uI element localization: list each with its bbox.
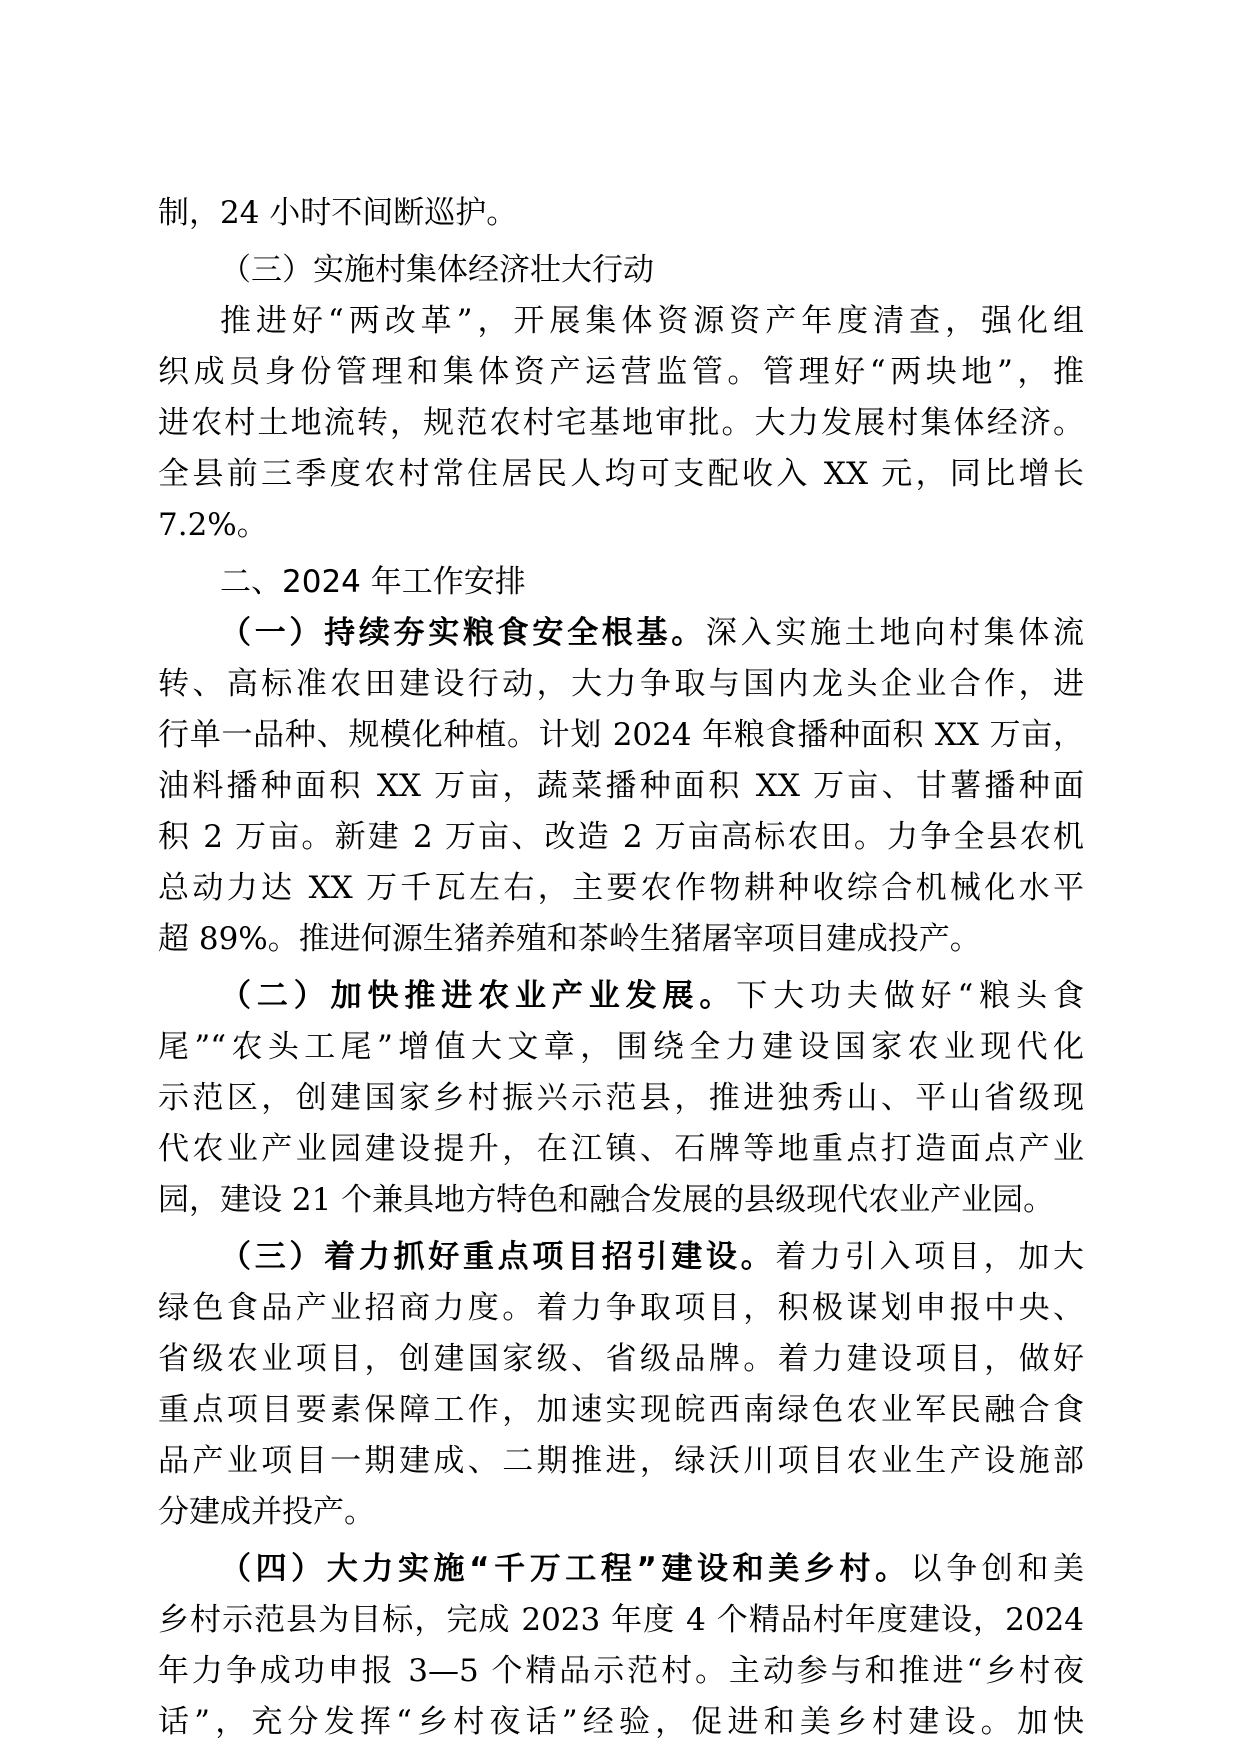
item-text: 以争创和美 bbox=[910, 1551, 1084, 1587]
paragraph-collective-economy bbox=[158, 296, 1084, 551]
paragraph-line: 积 2 万亩。新建 2 万亩、改造 2 万亩高标农田。力争全县农机 bbox=[158, 819, 1084, 855]
paragraph-line: 全县前三季度农村常住居民人均可支配收入 XX 元，同比增长 bbox=[158, 456, 1084, 492]
item-heading: （二）加快推进农业产业发展。 bbox=[220, 978, 737, 1014]
paragraph-line: 油料播种面积 XX 万亩，蔬菜播种面积 XX 万亩、甘薯播种面 bbox=[158, 768, 1084, 804]
paragraph-line: 重点项目要素保障工作，加速实现皖西南绿色农业军民融合食 bbox=[158, 1392, 1084, 1428]
paragraph-line: 转、高标准农田建设行动，大力争取与国内龙头企业合作，进 bbox=[158, 666, 1084, 702]
item-heading: （三）着力抓好重点项目招引建设。 bbox=[220, 1239, 776, 1275]
paragraph-line: 行单一品种、规模化种植。计划 2024 年粮食播种面积 XX 万亩， bbox=[158, 717, 1084, 753]
paragraph-line: 总动力达 XX 万千瓦左右，主要农作物耕种收综合机械化水平 bbox=[158, 870, 1084, 906]
paragraph-line: 示范区，创建国家乡村振兴示范县，推进独秀山、平山省级现 bbox=[158, 1080, 1084, 1116]
paragraph-line bbox=[158, 971, 1084, 1022]
paragraph-line: 超 89%。推进何源生猪养殖和茶岭生猪屠宰项目建成投产。 bbox=[158, 921, 981, 957]
work-item-1 bbox=[158, 608, 1084, 965]
paragraph-line: 品产业项目一期建成、二期推进，绿沃川项目农业生产设施部 bbox=[158, 1443, 1084, 1479]
subsection-heading: （三）实施村集体经济壮大行动 bbox=[220, 252, 654, 288]
paragraph-line: 乡村示范县为目标，完成 2023 年度 4 个精品村年度建设，2024 bbox=[158, 1602, 1084, 1638]
work-item-4 bbox=[158, 1544, 1084, 1748]
item-text: 深入实施土地向村集体流 bbox=[705, 615, 1085, 651]
paragraph-line: 尾”“农头工尾”增值大文章，围绕全力建设国家农业现代化 bbox=[158, 1029, 1084, 1065]
work-item-2 bbox=[158, 971, 1084, 1226]
paragraph-line bbox=[158, 608, 1084, 659]
paragraph-line: 制，24 小时不间断巡护。 bbox=[158, 195, 518, 231]
item-heading: （四）大力实施“千万工程”建设和美乡村。 bbox=[220, 1551, 911, 1587]
paragraph-line: 绿色食品产业招商力度。着力争取项目，积极谋划申报中央、 bbox=[158, 1290, 1084, 1326]
item-heading: （一）持续夯实粮食安全根基。 bbox=[220, 615, 706, 651]
paragraph-line: 进农村土地流转，规范农村宅基地审批。大力发展村集体经济。 bbox=[158, 405, 1084, 441]
paragraph-line: 推进好“两改革”，开展集体资源资产年度清查，强化组 bbox=[220, 303, 1084, 339]
document-page bbox=[158, 188, 1084, 1748]
paragraph-line: 园，建设 21 个兼具地方特色和融合发展的县级现代农业产业园。 bbox=[158, 1182, 1055, 1218]
paragraph-line bbox=[158, 1544, 1084, 1595]
paragraph-line: 年力争成功申报 3—5 个精品示范村。主动参与和推进“乡村夜 bbox=[158, 1653, 1084, 1689]
paragraph-line bbox=[158, 1232, 1084, 1283]
work-item-3 bbox=[158, 1232, 1084, 1538]
paragraph-line: 织成员身份管理和集体资产运营监管。管理好“两块地”，推 bbox=[158, 354, 1084, 390]
section-heading: 二、2024 年工作安排 bbox=[220, 564, 526, 600]
paragraph-line: 分建成并投产。 bbox=[158, 1494, 375, 1530]
paragraph-line: 7.2%。 bbox=[158, 507, 268, 543]
paragraph-line: 代农业产业园建设提升，在江镇、石牌等地重点打造面点产业 bbox=[158, 1131, 1084, 1167]
item-text: 着力引入项目，加大 bbox=[775, 1239, 1085, 1275]
paragraph-line: 省级农业项目，创建国家级、省级品牌。着力建设项目，做好 bbox=[158, 1341, 1084, 1377]
item-text: 下大功夫做好“粮头食 bbox=[736, 978, 1084, 1014]
paragraph-line: 话”，充分发挥“乡村夜话”经验，促进和美乡村建设。加快 bbox=[158, 1704, 1084, 1740]
